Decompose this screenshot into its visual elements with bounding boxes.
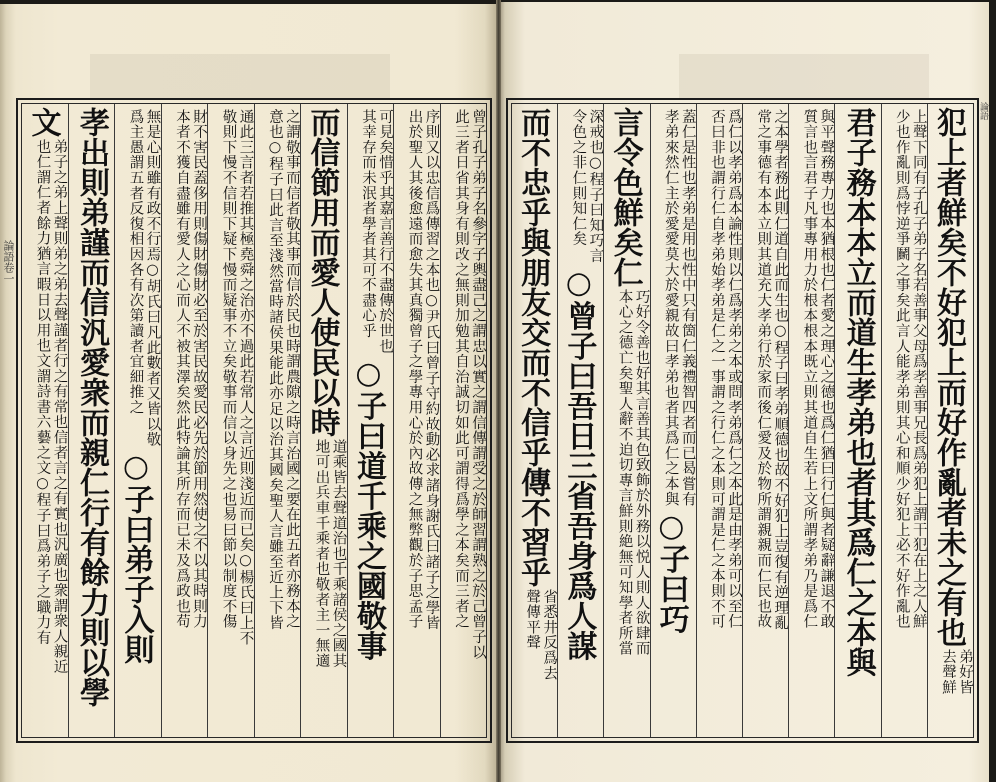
note-line: 無是心則雖有政不行焉○胡氏曰凡此數者又皆以敬 xyxy=(144,109,161,448)
note-line: 地可出兵車千乘者也敬者主一無適 xyxy=(313,439,330,669)
note-line: 本心之德亡矣聖人辭不迫切專言鮮則絶無可知學者所當 xyxy=(616,289,633,657)
note-line: 通此三言者若推其極堯舜之治亦不過此若常人之言近則淺近而已矣○楊氏曰上不 xyxy=(237,109,254,646)
note-line: 序則又以忠信爲傳習之本也○尹氏曰曾子守約故動必求諸身謝氏曰諸子之學皆 xyxy=(423,109,440,631)
note-line: 其幸存而未泯者學者其可不盡心乎 xyxy=(360,109,376,339)
text-column xyxy=(207,104,254,737)
text-column xyxy=(696,104,742,737)
note-line: 令色之非仁則知仁矣 xyxy=(570,109,587,247)
note-line: 出於聖人其後愈遠而愈失其真獨曾子之學專用心於內故傳之無弊觀於子思孟子 xyxy=(406,109,423,630)
left-text-frame xyxy=(16,98,492,743)
commentary-note xyxy=(359,109,393,354)
text-column xyxy=(788,104,834,737)
ink-bleed-shadow xyxy=(90,54,390,98)
commentary-note xyxy=(939,649,973,695)
main-text: 孝出則弟謹而信汎愛衆而親仁行有餘力則以學 xyxy=(74,107,109,707)
text-column xyxy=(557,104,603,737)
note-line: 蓋仁是性也孝弟是用也性中只有箇仁義禮智四者而已曷嘗有 xyxy=(679,109,696,507)
note-line: 之本學者務此則仁道自此而生也○程子曰孝弟順德也故不好犯上豈復有逆理亂 xyxy=(772,109,789,631)
note-line: 道乘皆去聲道治也千乘諸侯之國其 xyxy=(330,439,347,669)
text-column xyxy=(881,104,927,737)
main-text: ○子曰巧 xyxy=(653,508,689,634)
note-line: 弟好皆 xyxy=(957,649,973,695)
commentary-note xyxy=(266,109,300,631)
text-column xyxy=(393,104,440,737)
note-line: 去聲鮮 xyxy=(940,649,956,695)
commentary-note xyxy=(452,109,486,660)
note-line: 弟子之弟上聲則弟之弟去聲謹者行之有常也信者言之有實也汎廣也衆謂衆人親近 xyxy=(51,139,68,675)
note-line: 巧好令善也好其言善其色致飾於外務以悦人則人欲肆而 xyxy=(633,289,650,657)
main-text: ○曾子曰吾日三省吾身爲人謀 xyxy=(561,265,597,661)
text-column xyxy=(512,104,557,737)
main-text: 君子務本本立而道生孝弟也者其爲仁之本與 xyxy=(840,107,876,677)
main-text: 而不忠乎與朋友交而不信乎傳不習乎 xyxy=(515,107,551,587)
note-line: 省悉井反爲去 xyxy=(541,589,558,681)
text-column xyxy=(927,104,973,737)
left-column-grid xyxy=(21,103,487,738)
text-column xyxy=(834,104,880,737)
commentary-note xyxy=(34,139,68,675)
main-text: 文 xyxy=(25,107,61,137)
main-text: 言令色鮮矣仁 xyxy=(607,107,643,287)
right-text-frame xyxy=(506,98,979,743)
text-column xyxy=(347,104,394,737)
corner-label: 論語 xyxy=(978,102,988,120)
commentary-note xyxy=(893,109,927,629)
left-page xyxy=(0,4,498,782)
main-text: ○子曰弟子入則 xyxy=(118,449,154,665)
note-line: 孝弟來然仁主於愛愛莫大於愛親故曰孝弟也者其爲仁之本與 xyxy=(662,109,679,507)
note-line: 也仁謂仁者餘力猶言暇日以用也文謂詩書六藝之文○程子曰爲弟子之職力有 xyxy=(34,139,51,646)
commentary-note xyxy=(220,109,254,646)
note-line: 與平聲務專力也本猶根也仁者愛之理心之德也爲仁猶曰行仁與者疑辭謙退不敢 xyxy=(818,109,835,630)
text-column xyxy=(68,104,115,737)
main-text: ○子曰道千乘之國敬事 xyxy=(351,355,386,661)
note-line: 財不害民蓋侈用則傷財傷財必至於害民故愛民必先於節用然使之不以其時則力 xyxy=(191,109,207,630)
note-line: 少也作亂則爲悖逆爭鬭之事矣此言人能孝弟則其心和順少好犯上必不好作亂也 xyxy=(893,109,910,630)
note-line: 此三者日省其身有則改之無則加勉其自治誠切如此可謂得爲學之本矣而三者之 xyxy=(453,109,469,630)
note-line: 可見矣惜乎其嘉言善行不盡傳於世也 xyxy=(377,109,393,354)
note-line: 上聲下同有子孔子弟子名若善事父母爲孝善事兄長爲弟犯上謂干犯在上之人鮮 xyxy=(910,109,927,630)
text-column xyxy=(161,104,208,737)
text-column xyxy=(254,104,301,737)
text-column xyxy=(300,104,347,737)
commentary-note xyxy=(800,109,834,629)
commentary-note xyxy=(313,439,347,669)
fore-edge-label: 論語卷一 xyxy=(2,240,15,284)
right-column-grid xyxy=(511,103,974,738)
note-line: 曾子孔子弟子名參字子輿盡己之謂忠以實之謂信傳謂受之於師習謂熟之於己曾子以 xyxy=(470,109,486,660)
commentary-note xyxy=(523,589,557,681)
commentary-note xyxy=(708,109,742,629)
note-line: 質言也言君子凡事專用力於根本根本既立則其道自生若上文所謂孝弟乃是爲仁 xyxy=(801,109,818,630)
text-column xyxy=(603,104,649,737)
commentary-note xyxy=(127,109,161,447)
note-line: 爲仁以孝弟爲本論性則以仁爲孝弟之本或問孝弟爲仁之本此是由孝弟可以至仁 xyxy=(725,109,742,630)
right-page xyxy=(499,2,989,782)
main-text: 而信節用而愛人使民以時 xyxy=(304,107,340,437)
note-line: 聲傳平聲 xyxy=(524,589,541,651)
note-line: 否曰非也謂行仁自孝弟始孝弟是仁之一事謂之行仁之本則可謂是仁之本則不可 xyxy=(708,109,725,630)
note-line: 深戒也○程子曰知巧言 xyxy=(587,109,604,264)
ink-bleed-shadow xyxy=(679,54,929,98)
note-line: 本者不獲自盡雖有愛人之心而人不被其澤矣然此特論其所存而已未及爲政也苟 xyxy=(174,109,190,630)
commentary-note xyxy=(616,289,650,656)
note-line: 爲主愚謂五者反復相因各有次第讀者宜細推之 xyxy=(127,109,144,415)
text-column xyxy=(440,104,487,737)
commentary-note xyxy=(406,109,440,631)
text-column xyxy=(114,104,161,737)
commentary-note xyxy=(754,109,788,631)
note-line: 意也○程子曰此言至淺然當時諸侯果能此亦足以治其國矣聖人言雖至近上下皆 xyxy=(267,109,283,631)
main-text: 犯上者鮮矣不好犯上而好作亂者未之有也 xyxy=(931,107,966,647)
text-column xyxy=(742,104,788,737)
note-line: 之謂敬事而信者敬其事而信於民也時謂農隙之時言治國之要在此五者亦務本之 xyxy=(284,109,300,630)
commentary-note xyxy=(662,109,696,507)
book-gutter xyxy=(496,0,501,782)
text-column xyxy=(22,104,68,737)
note-line: 常之事德有本本立則其道充大孝弟行於家而後仁愛及於物所謂親親而仁民也故 xyxy=(755,109,772,630)
commentary-note xyxy=(569,109,603,264)
text-column xyxy=(650,104,696,737)
commentary-note xyxy=(173,109,207,629)
note-line: 敬則下慢不信則下疑下慢而疑事不立矣敬事而信以身先之也易曰節以制度不傷 xyxy=(220,109,237,630)
